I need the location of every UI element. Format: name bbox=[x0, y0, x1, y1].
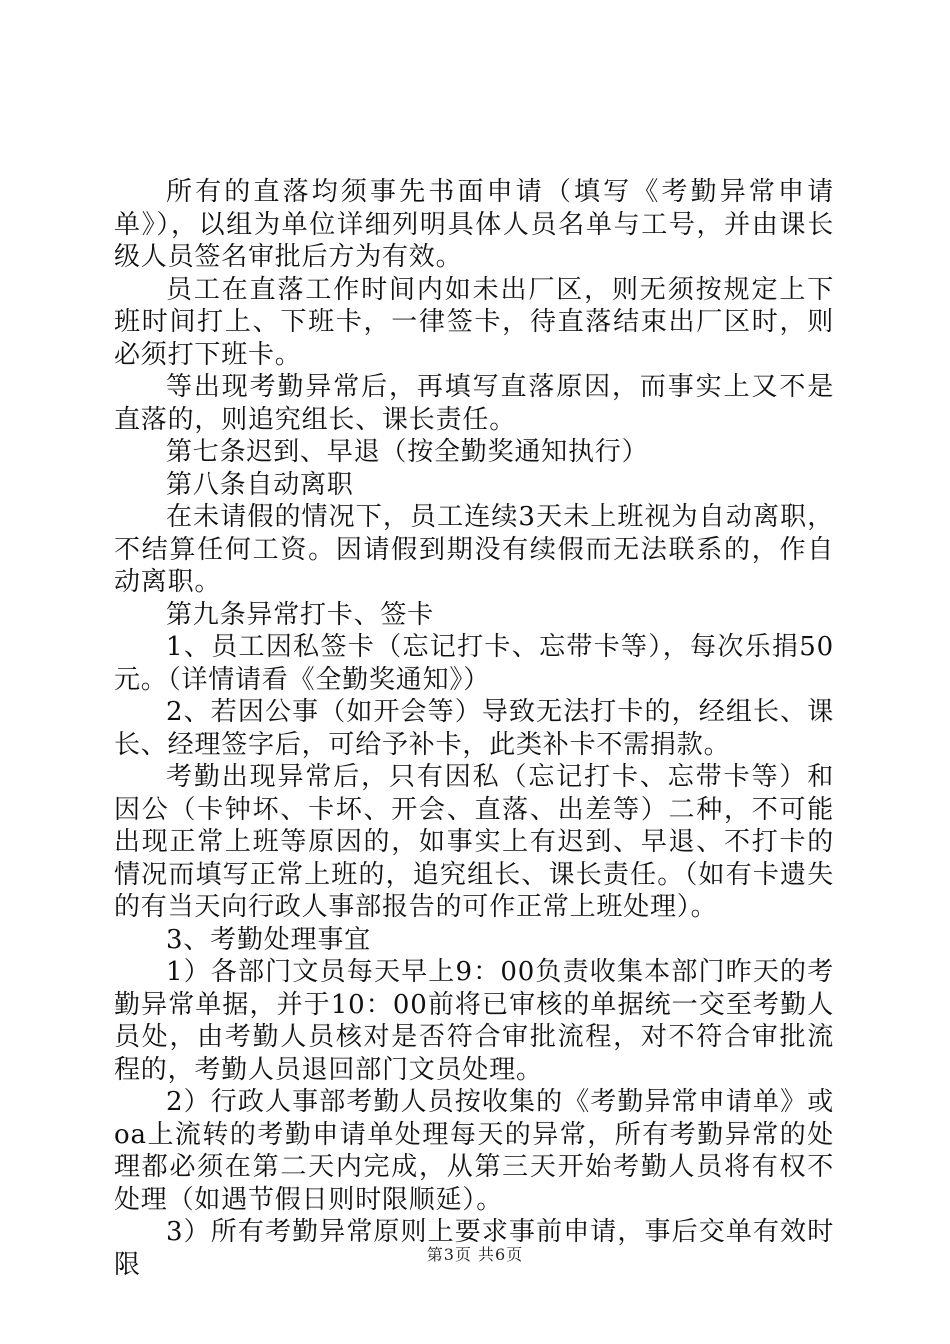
page-total: 共6页 bbox=[478, 1245, 524, 1264]
paragraph: 在未请假的情况下，员工连续3天未上班视为自动离职，不结算任何工资。因请假到期没有续假而无法联系的，作自动离职。 bbox=[114, 502, 834, 597]
paragraph: 员工在直落工作时间内如未出厂区，则无须按规定上下班时间打上、下班卡，一律签卡，待直落结束出厂区时，则必须打下班卡。 bbox=[114, 274, 834, 370]
paragraph: 3）所有考勤异常原则上要求事前申请，事后交单有效时限 bbox=[114, 1217, 834, 1280]
paragraph: 1、员工因私签卡（忘记打卡、忘带卡等），每次乐捐50元。（详情请看《全勤奖通知》） bbox=[114, 632, 834, 695]
section-heading: 3、考勤处理事宜 bbox=[166, 924, 371, 955]
article-heading: 第九条异常打卡、签卡 bbox=[166, 599, 435, 630]
paragraph: 2、若因公事（如开会等）导致无法打卡的，经组长、课长、经理签字后，可给予补卡，此类补卡不需捐款。 bbox=[114, 697, 834, 760]
article-heading: 第七条迟到、早退（按全勤奖通知执行） bbox=[166, 437, 649, 467]
page-number: 第3页 bbox=[426, 1245, 472, 1264]
paragraph: 1）各部门文员每天早上9：00负责收集本部门昨天的考勤异常单据，并于10：00前将已审核的单据统一交至考勤人员处，由考勤人员核对是否符合审批流程，对不符合审批流程的，考勤人员退回部门文员处理。 bbox=[114, 957, 834, 1085]
article-heading: 第八条自动离职 bbox=[166, 469, 354, 500]
paragraph: 等出现考勤异常后，再填写直落原因，而事实上又不是直落的，则追究组长、课长责任。 bbox=[114, 372, 834, 435]
paragraph: 考勤出现异常后，只有因私（忘记打卡、忘带卡等）和因公（卡钟坏、卡坏、开会、直落、出差等）二种，不可能出现正常上班等原因的，如事实上有迟到、早退、不打卡的情况而填写正常上班的，追究组长、课长责任。（如有卡遗失的有当天向行政人事部报告的可作正常上班处理）。 bbox=[114, 762, 834, 922]
document-body bbox=[114, 176, 834, 1281]
page-footer bbox=[0, 1242, 950, 1265]
paragraph: 所有的直落均须事先书面申请（填写《考勤异常申请单》），以组为单位详细列明具体人员名单与工号，并由课长级人员签名审批后方为有效。 bbox=[114, 177, 834, 272]
paragraph: 2）行政人事部考勤人员按收集的《考勤异常申请单》或oa上流转的考勤申请单处理每天的异常，所有考勤异常的处理都必须在第二天内完成，从第三天开始考勤人员将有权不处理（如遇节假日则时限顺延）。 bbox=[114, 1087, 834, 1215]
